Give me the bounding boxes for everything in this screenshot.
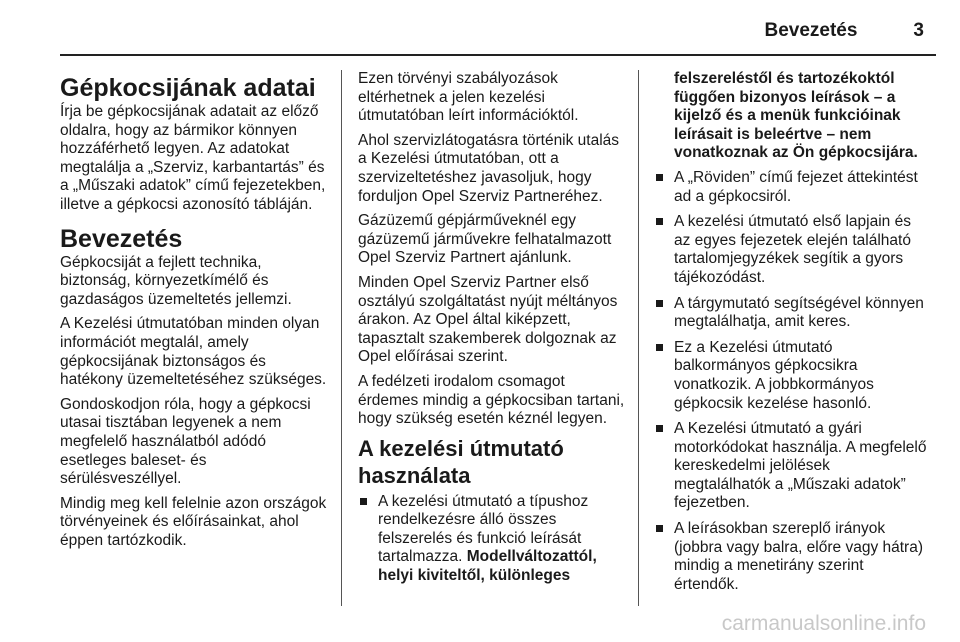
list-item-text: A „Röviden” című fejezet áttekintést ad a gépkocsiról. (674, 168, 918, 205)
square-bullet-icon (656, 174, 663, 181)
paragraph: Gépkocsiját a fejlett technika, biztonság, környezetkímélő és gazdaságos üzemeltetés jellemzi. (60, 253, 292, 308)
bullet-list (654, 169, 930, 594)
watermark: carmanualsonline.info (721, 612, 926, 635)
column-divider (341, 70, 342, 606)
square-bullet-icon (656, 300, 663, 307)
list-item (358, 493, 628, 586)
list-item-text: A tárgymutató segítségével könnyen megtalálhatja, amit keres. (674, 294, 924, 331)
paragraph: Ezen törvényi szabályozások eltérhetnek a jelen kezelési útmutatóban leírt információktól. (358, 70, 579, 125)
page-number: 3 (913, 20, 924, 41)
paragraph: Gondoskodjon róla, hogy a gépkocsi utasai tisztában legyenek a nem megfelelő használatból adódó esetleges baleset- és sérülésveszéllyel. (60, 395, 311, 488)
list-item (654, 339, 930, 413)
list-item (654, 295, 930, 332)
section-heading-introduction: Bevezetés (60, 224, 183, 253)
list-item-bold-continuation: felszereléstől és tartozékoktól függően bizonyos leírások – a kijelző és a menük funkcióinak leírásait is beleértve – nem vonatkoznak az Ön gépkocsijára. (674, 70, 918, 162)
section-heading-using-manual: A kezelési útmutató használata (358, 435, 564, 488)
list-item (654, 169, 930, 206)
running-head-title: Bevezetés (764, 20, 858, 41)
paragraph: Minden Opel Szerviz Partner első osztályú szolgáltatást nyújt méltányos árakon. Az Opel által kiképzett, tapasztalt szakemberek dolgoznak az Opel előírásai szerint. (358, 273, 618, 366)
square-bullet-icon (656, 425, 663, 432)
list-item-text: A Kezelési útmutató a gyári motorkódokat használja. A megfelelő kereskedelmi jelölések megtalálhatók a „Műszaki adatok” fejezetben. (674, 420, 927, 512)
bullet-list (358, 493, 628, 586)
list-item-text: Ez a Kezelési útmutató balkormányos gépkocsikra vonatkozik. A jobbkormányos gépkocsik kezelése hasonló. (674, 338, 874, 412)
list-item-bold-text: Modellváltozattól, helyi kiviteltől, különleges (378, 548, 597, 585)
list-item (654, 420, 930, 513)
paragraph: Írja be gépkocsijának adatait az előző oldalra, hogy az bármikor könnyen hozzáférhető legyen. Az adatokat megtalálja a „Szerviz, karbantartás” és a „Műszaki adatok” című fejezetekben, illetve a gépkocsi azonosító tábláján. (60, 103, 326, 213)
square-bullet-icon (360, 498, 367, 505)
paragraph: Gázüzemű gépjárműveknél egy gázüzemű járművekre felhatalmazott Opel Szerviz Partnert ajánlunk. (358, 212, 612, 267)
running-head (764, 20, 924, 42)
list-item-text: A kezelési útmutató a típushoz rendelkezésre álló összes felszerelés és funkció leírását tartalmazza. (378, 492, 589, 566)
paragraph: A Kezelési útmutatóban minden olyan információt megtalál, amely gépkocsijának biztonságos és hatékony üzemeltetéséhez szükséges. (60, 315, 327, 389)
list-item-text: A kezelési útmutató első lapjain és az egyes fejezetek elején található tartalomjegyzékek segítik a gyors tájékozódást. (674, 213, 911, 286)
paragraph: Mindig meg kell felelnie azon országok törvényeinek és előírásainkat, ahol éppen tartózkodik. (60, 494, 327, 549)
header-rule (60, 54, 936, 56)
list-item (654, 520, 930, 594)
column-left (60, 74, 332, 556)
column-middle (358, 70, 628, 593)
list-item (654, 213, 930, 287)
square-bullet-icon (656, 344, 663, 351)
column-divider (638, 70, 639, 606)
paragraph: A fedélzeti irodalom csomagot érdemes mindig a gépkocsiban tartani, hogy szükség esetén kéznél legyen. (358, 372, 625, 428)
square-bullet-icon (656, 218, 663, 225)
square-bullet-icon (656, 525, 663, 532)
column-right (654, 70, 930, 601)
section-heading-vehicle-data: Gépkocsijának adatai (60, 74, 316, 102)
paragraph: Ahol szervizlátogatásra történik utalás a Kezelési útmutatóban, ott a szervizeltetéshez javasoljuk, hogy forduljon Opel Szerviz Partneréhez. (358, 131, 620, 205)
list-item-text: A leírásokban szereplő irányok (jobbra vagy balra, előre vagy hátra) mindig a menetirány szerint értendők. (674, 520, 923, 593)
